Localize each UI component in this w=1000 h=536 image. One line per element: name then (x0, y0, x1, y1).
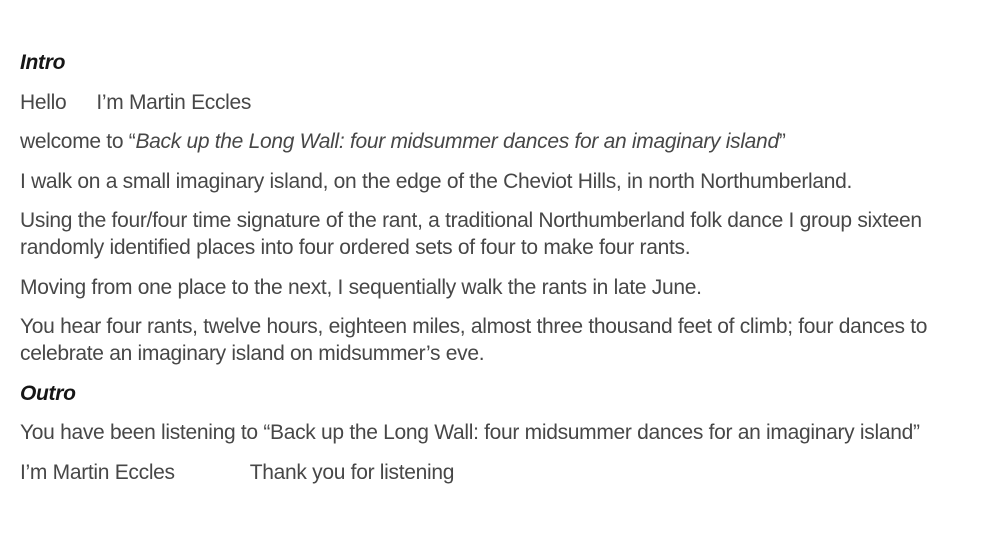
closing-line (20, 459, 980, 486)
welcome-suffix: ” (778, 130, 786, 153)
using-line-2: randomly identified places into four ordered sets of four to make four rants. (20, 236, 691, 259)
outro-heading: Outro (20, 381, 76, 405)
welcome-line (20, 128, 980, 155)
closing-author-name: I’m Martin Eccles (20, 460, 175, 484)
hello-greeting: Hello (20, 90, 67, 114)
using-paragraph (20, 207, 980, 261)
hear-line-2: celebrate an imaginary island on midsummer’s eve. (20, 342, 485, 365)
welcome-prefix: welcome to “ (20, 130, 136, 153)
hear-paragraph (20, 313, 980, 367)
listening-line: You have been listening to “Back up the Long Wall: four midsummer dances for an imaginary island” (20, 421, 920, 444)
author-name: I’m Martin Eccles (96, 90, 252, 114)
hear-line-1: You hear four rants, twelve hours, eighteen miles, almost three thousand feet of climb; four dances to (20, 315, 928, 338)
using-line-1: Using the four/four time signature of the rant, a traditional Northumberland folk dance I group sixteen (20, 209, 922, 232)
work-title: Back up the Long Wall: four midsummer dances for an imaginary island (135, 130, 779, 153)
intro-heading: Intro (20, 51, 66, 74)
walk-paragraph: I walk on a small imaginary island, on the edge of the Cheviot Hills, in north Northumberland. (20, 169, 853, 193)
hello-line (20, 89, 980, 116)
thank-you-text: Thank you for listening (249, 460, 455, 484)
moving-paragraph: Moving from one place to the next, I sequentially walk the rants in late June. (20, 275, 702, 299)
